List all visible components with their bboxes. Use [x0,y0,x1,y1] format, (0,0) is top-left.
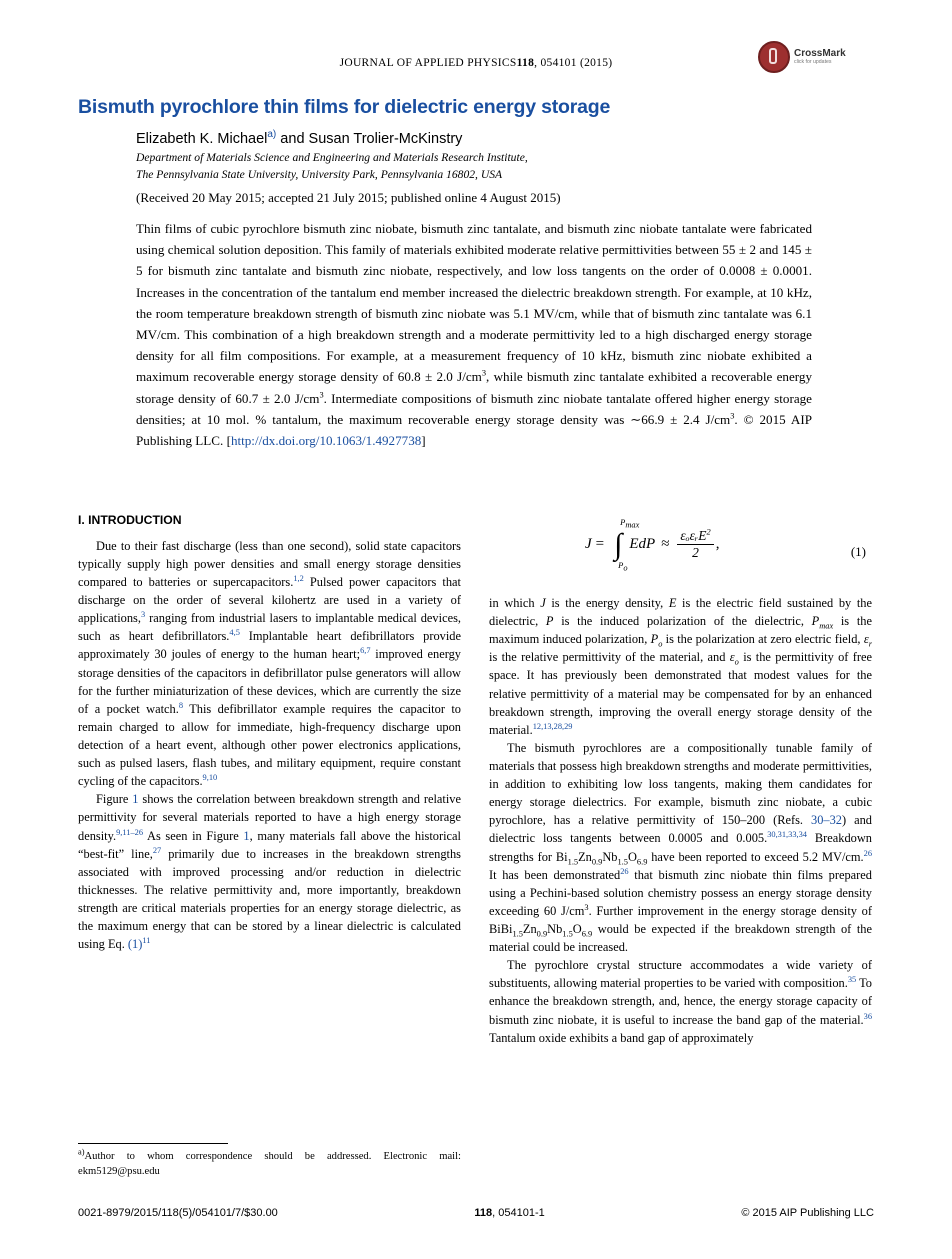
column-left [78,512,461,953]
p4-j: . Further improvement in the energy storage density of Bi [489,903,872,936]
p3-d: is the induced polarization of the dielectric, [553,614,812,629]
crossmark-label: CrossMark [794,48,846,60]
p3-sym-p: P [545,614,554,629]
integral-lower-limit: $P_o$ [618,560,628,573]
integral-upper-limit: $P_{max}$ [620,516,640,530]
equation-1 [489,516,872,582]
p1-f: This defibrillator example requires the capacitor to remain charged to allow for immediate, high-frequency discharge upon detection of a heart event, although other power electronics applications, such as pulsed lasers, flash tubes, and military equipment, require constant cycling of the capacitors. [78,701,462,789]
p2-b: shows the correlation between breakdown strength and relative permittivity for several materials reported to have a high energy storage density. [78,792,461,843]
eq-approx: ≈ [661,536,670,552]
p3-g: is the relative permittivity of the material, and [489,650,730,665]
eq-lhs: J [585,536,592,552]
paragraph-4: The bismuth pyrochlores are a compositionally tunable family of materials that possess high breakdown strengths and moderate permittivities, in addition to exhibiting low loss tangents, making them candidates for energy storage dielectrics. For example, bismuth zinc niobate, a cubic pyrochlore, has a relative permittivity of 150–200 (Refs. 30–32) and dielectric loss tangents between 0.0005 and 0.005.$^{30,31,33,34}$ Breakdown strengths for $Bi_{1.5}Zn_{0.9}Nb_{1.5}O_{6.9}$ have been reported to exceed 5.2 MV/cm.$^{26}$ It has been demonstrated$^{26}$ that bismuth zinc niobate thin films prepared using a Pechini-based solution chemistry possess an energy storage density exceeding 60 $J/cm^3$. Further improvement in the energy storage density of $BiBi_{1.5}Zn_{0.9}Nb_{1.5}O_{6.9}$ would be expected if the breakdown strength of the material could be increased. [489,740,872,955]
author-2: and Susan Trolier-McKinstry [276,131,463,147]
p1-e: improved energy storage densities of the capacitors in defibrillator pulse generators will allow for the further miniaturization of these devices, which are currently the size of a pocket watch. [78,647,462,716]
eq-fraction [677,528,713,561]
p5-b: To enhance the breakdown strength, and, hence, the energy storage capacity of bismuth zinc niobate, it is useful to increase the band gap of the material. [489,976,872,1027]
p3-sym-eo: ε [729,650,735,665]
p5-a: The pyrochlore crystal structure accommodates a wide variety of substituents, allowing material properties to be varied with composition. [489,958,872,991]
ref-link-8[interactable]: 8 [178,700,183,710]
paragraph-1 [78,537,461,791]
abstract-part-1: Thin films of cubic pyrochlore bismuth zinc niobate, bismuth zinc tantalate, and bismuth zinc niobate tantalate were fabricated using chemical solution deposition. This family of materials exhibited moderate relative permittivities between 55 ± 2 and 145 ± 5 for bismuth zinc tantalate and bismuth zinc niobate, respectively, and low loss tangents on the order of 0.0008 ± 0.0001. Increases in the concentration of the tantalum end member increased the dielectric breakdown strength. For example, at 10 kHz, the room temperature breakdown strength of bismuth zinc niobate was 5.1 MV/cm, while that of bismuth zinc tantalate was 6.1 MV/cm. This combination of a high breakdown strength and a moderate permittivity led to a high discharged energy storage density for all film compositions. For example, at a measurement frequency of 10 kHz, bismuth zinc niobate exhibited a maximum recoverable energy storage density of 60.8 ± 2.0 J/cm [136,221,812,385]
column-right [489,594,872,1047]
abstract-part-2: , while bismuth zinc tantalate exhibited a recoverable energy storage density of 60.7 ± 2.0 J/cm [136,369,812,406]
ref-link-12-13-28-29[interactable]: 12,13,28,29 [532,721,573,731]
p3-sym-e: E [668,596,677,610]
ref-link-30-32[interactable]: 30–32 [811,813,842,828]
ref-link-9-10[interactable]: 9,10 [202,773,218,783]
p4-i: that bismuth zinc niobate thin films prepared using a Pechini-based solution chemistry possess an energy storage density exceeding 60 J/cm [489,867,872,918]
paragraph-3: in which J is the energy density, E is the electric field sustained by the dielectric, P is the induced polarization of the dielectric, $P_{max}$ is the maximum induced polarization, $P_o$ is the polarization at zero electric field, $\varepsilon_r$ is the relative permittivity of the material, and $\varepsilon_o$ is the permittivity of free space. It has previously been demonstrated that modest values for the relative permittivity of a material may be compensated for by an enhanced breakdown strength, improving the overall energy storage density of the material.$^{12,13,28,29}$ [489,596,873,737]
eq-equals: = [595,536,605,552]
author-note-link[interactable]: a) [267,129,277,141]
p1-d: Implantable heart defibrillators provide approximately 30 joules of energy to the human heart; [78,629,461,662]
footer-page-number: 118, 054101-1 [474,1207,545,1219]
p4-h: It has been demonstrated [489,867,621,882]
abstract-end: ] [421,433,426,449]
p2-c: As seen in Figure [143,828,244,843]
p4-a: The bismuth pyrochlores are a compositionally tunable family of materials that possess high breakdown strengths and moderate permittivities, in addition to exhibiting low loss tangents, making them candidates for energy storage dielectrics. For example, bismuth zinc niobate, a cubic pyrochlore, has a relative permittivity of 150–200 (Refs. [489,740,872,828]
p1-b: Pulsed power capacitors that discharge on the order of several kilohertz are used in a variety of applications, [78,575,461,626]
abstract-part-4: . © 2015 AIP Publishing LLC. [ [136,411,812,449]
p4-k: would be expected if the breakdown strength of the material could be increased. [489,921,872,955]
footnote-text: Author to whom correspondence should be addressed. Electronic mail: ekm5129@psu.edu [78,1151,461,1177]
p5-c: Tantalum oxide exhibits a band gap of approximately [489,1030,754,1045]
page-title: Bismuth pyrochlore thin films for dielectric energy storage [78,96,611,118]
abstract-part-3: . Intermediate compositions of bismuth zinc niobate tantalate offered higher energy storage densities; at 10 mol. % tantalum, the maximum recoverable energy storage density was ∼66.9 ± 2.4 J/cm [136,390,812,427]
crossmark-sublabel: click for updates [794,58,832,65]
p3-sym-po: P [650,632,659,647]
section-heading-introduction: I. INTRODUCTION [78,513,182,527]
eq-comma: , [715,536,720,552]
footnote-marker: a) [78,1147,85,1157]
eq-integrand: EdP [629,536,656,552]
p2-d: , many materials fall above the historical “best-fit” line, [78,828,461,861]
p3-e: is the maximum induced polarization, [489,614,872,647]
crossmark-icon [758,41,790,73]
affiliation-line-2: The Pennsylvania State University, University Park, Pennsylvania 16802, USA [136,167,503,181]
page-footer [78,1207,874,1219]
ref-link-30-31-33-34[interactable]: 30,31,33,34 [767,830,807,840]
figure-link-1[interactable]: 1 [132,792,139,807]
footer-copyright: © 2015 AIP Publishing LLC [741,1207,874,1219]
publication-dates: (Received 20 May 2015; accepted 21 July 2015; published online 4 August 2015) [136,190,561,205]
ref-link-11[interactable]: 11 [142,936,151,946]
equation-link-1[interactable]: (1) [127,937,143,952]
p3-f: is the polarization at zero electric field, [662,632,864,647]
figure-link-1b[interactable]: 1 [243,828,250,843]
integral-sign: ∫ $P_{max}$ $P_o$ [614,516,640,573]
p3-c: is the electric field sustained by the dielectric, [489,596,872,629]
equation-number: (1) [850,544,866,559]
ref-link-35[interactable]: 35 [847,975,857,985]
ref-link-26[interactable]: 26 [863,848,872,858]
p2-e: primarily due to increases in the breakdown strengths associated with improved processing and/or reduction in dielectric thicknesses. The relative permittivity and, more importantly, breakdown strength are critical materials properties for an energy storage dielectric, as the maximum energy that can be stored by a linear dielectric is calculated using Eq. [78,846,462,952]
equation-body [585,516,720,573]
p4-g: have been reported to exceed 5.2 MV/cm. [647,849,864,864]
ref-link-26b[interactable]: 26 [620,866,629,876]
eq-fraction-numerator: εₒεᵣE$^2$ [680,527,711,543]
p3-sym-pmax: P [811,614,820,629]
p4-b: ) and dielectric loss tangents between 0.0005 and 0.005. [489,813,872,846]
doi-link[interactable]: http://dx.doi.org/10.1063/1.4927738 [230,433,422,449]
eq-fraction-denominator: 2 [677,544,713,561]
journal-volume: 118 [516,57,535,69]
ref-link-36[interactable]: 36 [863,1011,872,1021]
p1-a: Due to their fast discharge (less than one second), solid state capacitors typically supply high power densities and small energy storage densities compared to batteries or supercapacitors. [78,538,461,590]
ref-link-3[interactable]: 3 [140,610,146,620]
p4-c: Breakdown strengths for Bi [489,831,872,864]
crossmark-badge[interactable] [758,40,846,74]
p3-sym-j: J [540,596,546,610]
abstract: Thin films of cubic pyrochlore bismuth zinc niobate, bismuth zinc tantalate, and bismuth zinc niobate tantalate were fabricated using chemical solution deposition. This family of materials exhibited moderate relative permittivities between 55 ± 2 and 145 ± 5 for bismuth zinc tantalate and bismuth zinc niobate, respectively, and low loss tangents on the order of 0.0008 ± 0.0001. Increases in the concentration of the tantalum end member increased the dielectric breakdown strength. For example, at 10 kHz, the room temperature breakdown strength of bismuth zinc niobate was 5.1 MV/cm, while that of bismuth zinc tantalate was 6.1 MV/cm. This combination of a high breakdown strength and a moderate permittivity led to a high discharged energy storage density for all film compositions. For example, at a measurement frequency of 10 kHz, bismuth zinc niobate exhibited a maximum recoverable energy storage density of 60.8 ± 2.0 $J/cm^3$, while bismuth zinc tantalate exhibited a recoverable energy storage density of 60.7 ± 2.0 $J/cm^3$. Intermediate compositions of bismuth zinc niobate tantalate offered higher energy storage densities; at 10 mol. % tantalum, the maximum recoverable energy storage density was ∼66.9 ± 2.4 $J/cm^3$. © 2015 AIP Publishing LLC. [http://dx.doi.org/10.1063/1.4927738] [136,221,812,449]
journal-title: JOURNAL OF APPLIED PHYSICS [339,57,517,69]
author-list [136,131,896,147]
ref-link-4-5[interactable]: 4,5 [229,628,240,638]
p3-h: is the permittivity of free space. It has previously been demonstrated that modest values for the relative permittivity of a material may be compensated for by an enhanced breakdown strength, improving the overall energy storage density of the material. [489,650,873,737]
p3-b: is the energy density, [545,596,669,610]
ref-link-6-7[interactable]: 6,7 [360,646,371,656]
affiliation-line-1: Department of Materials Science and Engineering and Materials Research Institute, [136,151,528,164]
p1-c: ranging from industrial lasers to implantable medical devices, such as heart defibrillators. [78,611,461,644]
footnote [78,1147,461,1180]
ref-link-1-2[interactable]: 1,2 [293,573,304,583]
footnote-divider [78,1143,228,1144]
p3-sym-er: ε [863,632,869,647]
author-1: Elizabeth K. Michael [136,131,268,147]
ref-link-27[interactable]: 27 [152,845,162,855]
p3-a: in which [489,596,541,610]
footer-issn: 0021-8979/2015/118(5)/054101/7/$30.00 [78,1207,278,1219]
affiliation [136,150,896,184]
paragraph-2 [78,790,461,953]
journal-issue-page: , 054101 (2015) [534,57,613,69]
p2-a: Figure [96,792,133,807]
ref-link-9-11-26[interactable]: 9,11–26 [116,827,144,837]
paragraph-5 [489,956,872,1047]
